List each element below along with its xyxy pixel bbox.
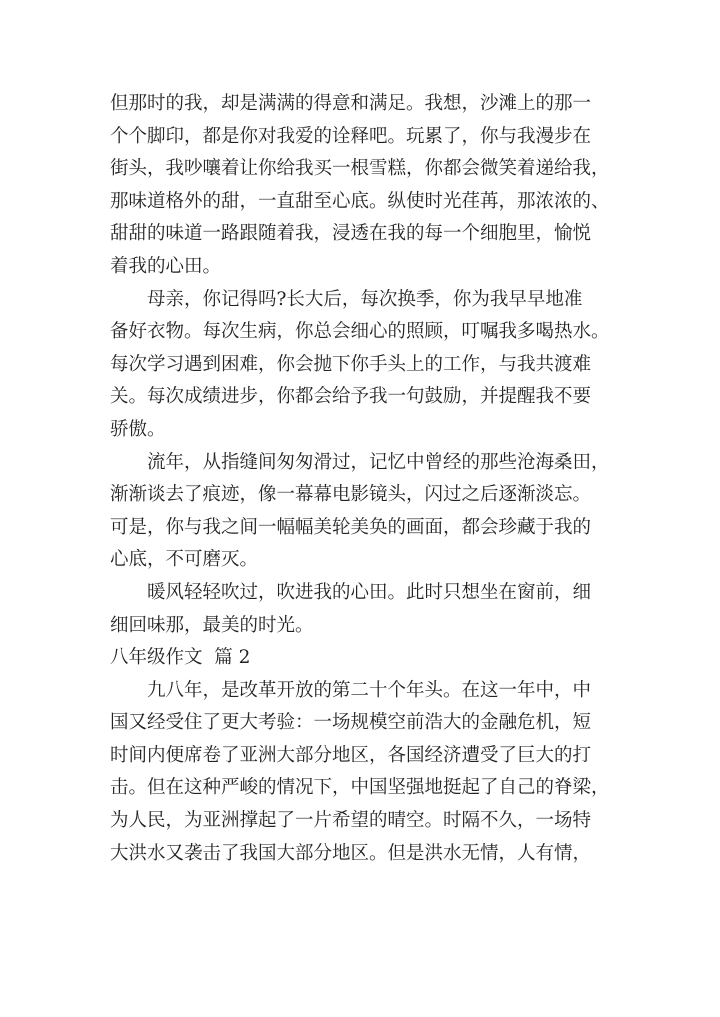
- text-line: 关。每次成绩进步，你都会给予我一句鼓励，并提醒我不要: [110, 386, 592, 408]
- text-line: 九八年，是改革开放的第二十个年头。在这一年中，中: [147, 679, 592, 701]
- text-line: 但那时的我，却是满满的得意和满足。我想，沙滩上的那一: [110, 93, 592, 114]
- text-line: 街头，我吵嚷着让你给我买一根雪糕，你都会微笑着递给我，: [110, 158, 610, 180]
- document-body: [110, 88, 630, 870]
- paragraph-5: [110, 675, 630, 871]
- paragraph-1: [110, 88, 630, 284]
- paragraph-4: [110, 577, 630, 642]
- text-line: 心底，不可磨灭。: [110, 549, 259, 571]
- text-line: 那味道格外的甜，一直甜至心底。纵使时光荏苒，那浓浓的、: [110, 190, 610, 212]
- text-line: 渐渐谈去了痕迹，像一幕幕电影镜头，闪过之后逐渐淡忘。: [110, 484, 592, 506]
- text-line: 细回味那，最美的时光。: [110, 614, 314, 636]
- text-line: 备好衣物。每次生病，你总会细心的照顾，叮嘱我多喝热水。: [110, 321, 610, 343]
- text-line: 为人民，为亚洲撑起了一片希望的晴空。时隔不久，一场特: [110, 810, 592, 832]
- text-line: 时间内便席卷了亚洲大部分地区，各国经济遭受了巨大的打: [110, 744, 592, 766]
- paragraph-2: [110, 284, 630, 447]
- text-line: 暖风轻轻吹过，吹进我的心田。此时只想坐在窗前，细: [147, 581, 592, 603]
- text-line: 母亲，你记得吗?长大后，每次换季，你为我早早地准: [147, 288, 583, 310]
- text-line: 可是，你与我之间一幅幅美轮美奂的画面，都会珍藏于我的: [110, 516, 592, 538]
- section-heading: 八年级作文 篇 2: [110, 647, 251, 669]
- text-line: 击。但在这种严峻的情况下，中国坚强地挺起了自己的脊梁，: [110, 777, 610, 799]
- text-line: 个个脚印，都是你对我爱的诠释吧。玩累了，你与我漫步在: [110, 125, 592, 147]
- text-line: 着我的心田。: [110, 255, 222, 277]
- text-line: 国又经受住了更大考验：一场规模空前浩大的金融危机，短: [110, 712, 592, 734]
- text-line: 甜甜的味道一路跟随着我，浸透在我的每一个细胞里，愉悦: [110, 223, 592, 245]
- text-line: 骄傲。: [110, 418, 166, 440]
- text-line: 流年，从指缝间匆匆滑过，记忆中曾经的那些沧海桑田，: [147, 451, 610, 473]
- paragraph-3: [110, 447, 630, 577]
- text-line: 每次学习遇到困难，你会抛下你手头上的工作，与我共渡难: [110, 353, 592, 375]
- text-line: 大洪水又袭击了我国大部分地区。但是洪水无情，人有情，: [110, 842, 592, 864]
